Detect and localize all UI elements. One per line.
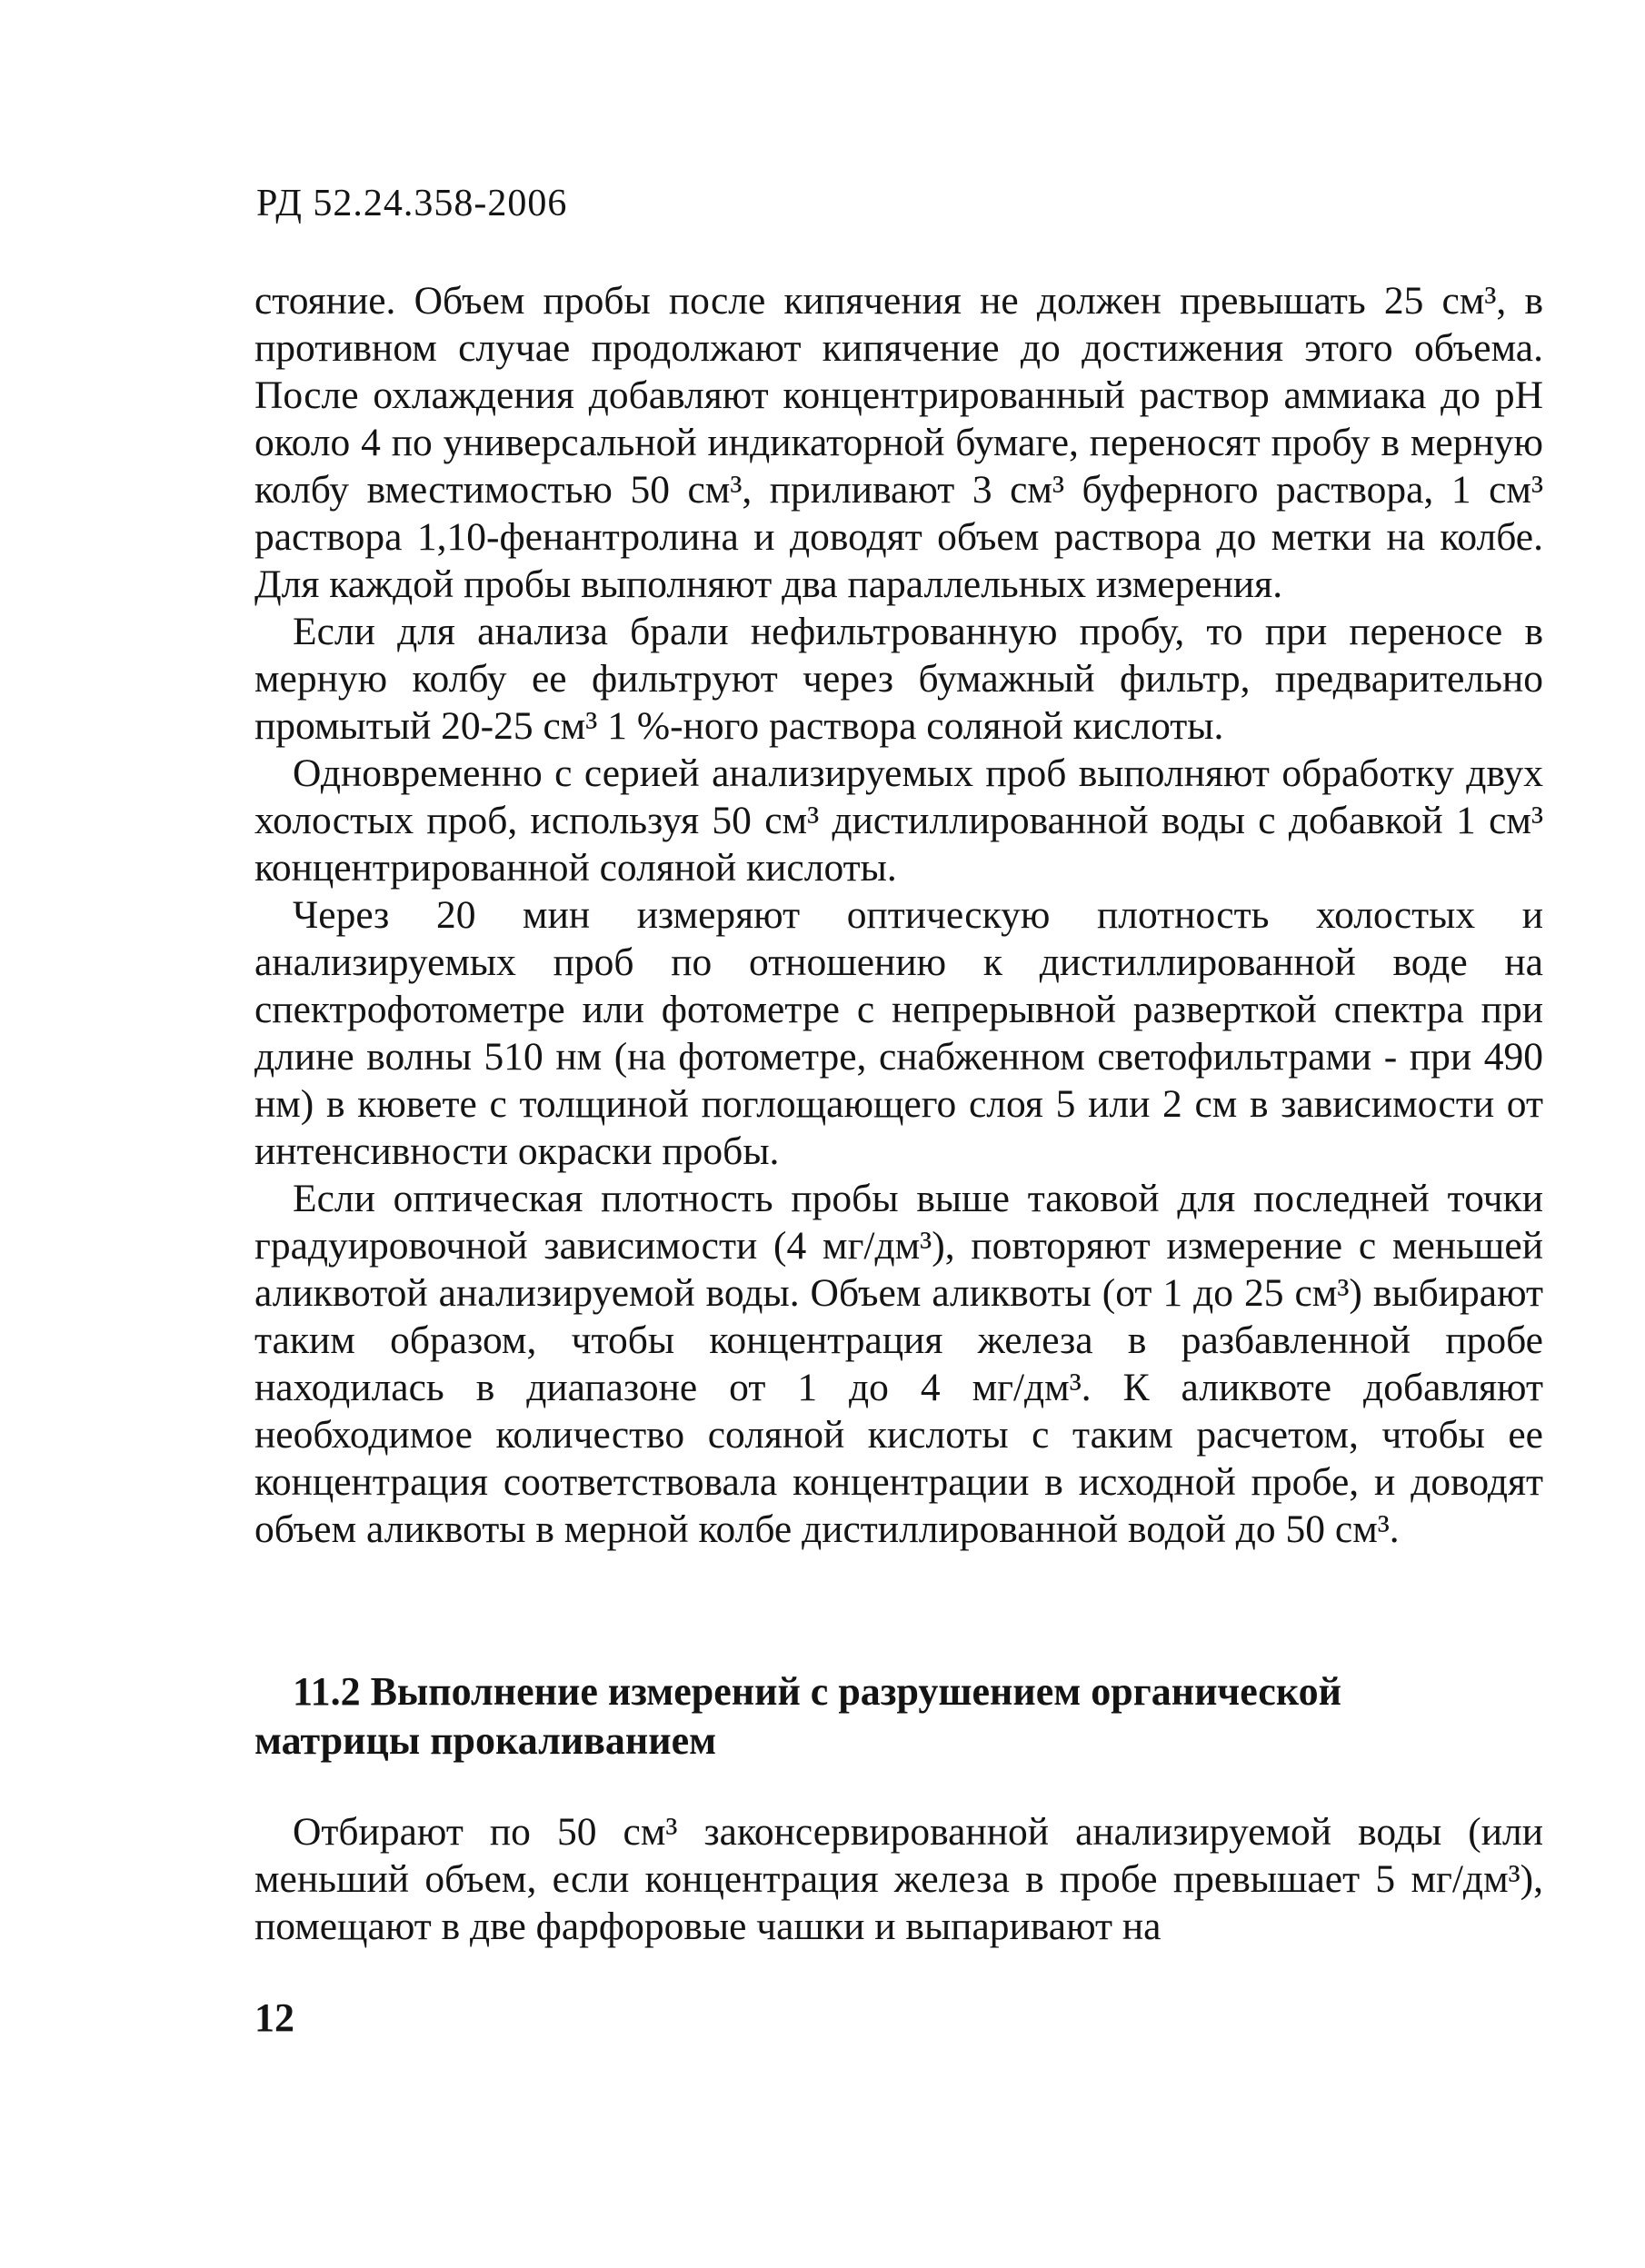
paragraph-2: Если для анализа брали нефильтрованную пробу, то при переносе в мерную колбу ее фильтруют через бумажный фильтр, предварительно промытый 20-25 см³ 1 %-ного раствора соляной кислоты. — [254, 610, 1543, 748]
paragraph-1: стояние. Объем пробы после кипячения не должен превышать 25 см³, в противном случае продолжают кипячение до достижения этого объема. После охлаждения добавляют концентрированный раствор аммиака до pH около 4 по универсальной индикаторной бумаге, переносят пробу в мерную колбу вместимостью 50 см³, приливают 3 см³ буферного раствора, 1 см³ раствора 1,10-фенантролина и доводят объем раствора до метки на колбе. Для каждой пробы выполняют два параллельных измерения. — [254, 279, 1543, 606]
section-heading-line-1: 11.2 Выполнение измерений с разрушением органической — [293, 1669, 1341, 1714]
section-heading-line-2: матрицы прокаливанием — [254, 1718, 717, 1763]
page-number: 12 — [254, 1995, 294, 2040]
final-text — [254, 1808, 1543, 1950]
paragraph-5: Если оптическая плотность пробы выше таковой для последней точки градуировочной зависимости (4 мг/дм³), повторяют измерение с меньшей аликвотой анализируемой воды. Объем аликвоты (от 1 до 25 см³) выбирают таким образом, чтобы концентрация железа в разбавленной пробе находилась в диапазоне от 1 до 4 мг/дм³. К аликвоте добавляют необходимое количество соляной кислоты с таким расчетом, чтобы ее концентрация соответствовала концентрации в исходной пробе, и доводят объем аликвоты в мерной колбе дистиллированной водой до 50 см³. — [254, 1177, 1543, 1551]
paragraph-4: Через 20 мин измеряют оптическую плотность холостых и анализируемых проб по отношению к дистиллированной воде на спектрофотометре или фотометре с непрерывной разверткой спектра при длине волны 510 нм (на фотометре, снабженном светофильтрами - при 490 нм) в кювете с толщиной поглощающего слоя 5 или 2 см в зависимости от интенсивности окраски пробы. — [254, 893, 1543, 1173]
paragraph-3: Одновременно с серией анализируемых проб выполняют обработку двух холостых проб, используя 50 см³ дистиллированной воды с добавкой 1 см³ концентрированной соляной кислоты. — [254, 751, 1543, 890]
section-heading — [254, 1667, 1543, 1766]
body-text — [254, 277, 1543, 1553]
paragraph-6: Отбирают по 50 см³ законсервированной анализируемой воды (или меньший объем, если концентрация железа в пробе превышает 5 мг/дм³), помещают в две фарфоровые чашки и выпаривают на — [254, 1810, 1543, 1948]
document-code-header: РД 52.24.358-2006 — [256, 183, 568, 224]
